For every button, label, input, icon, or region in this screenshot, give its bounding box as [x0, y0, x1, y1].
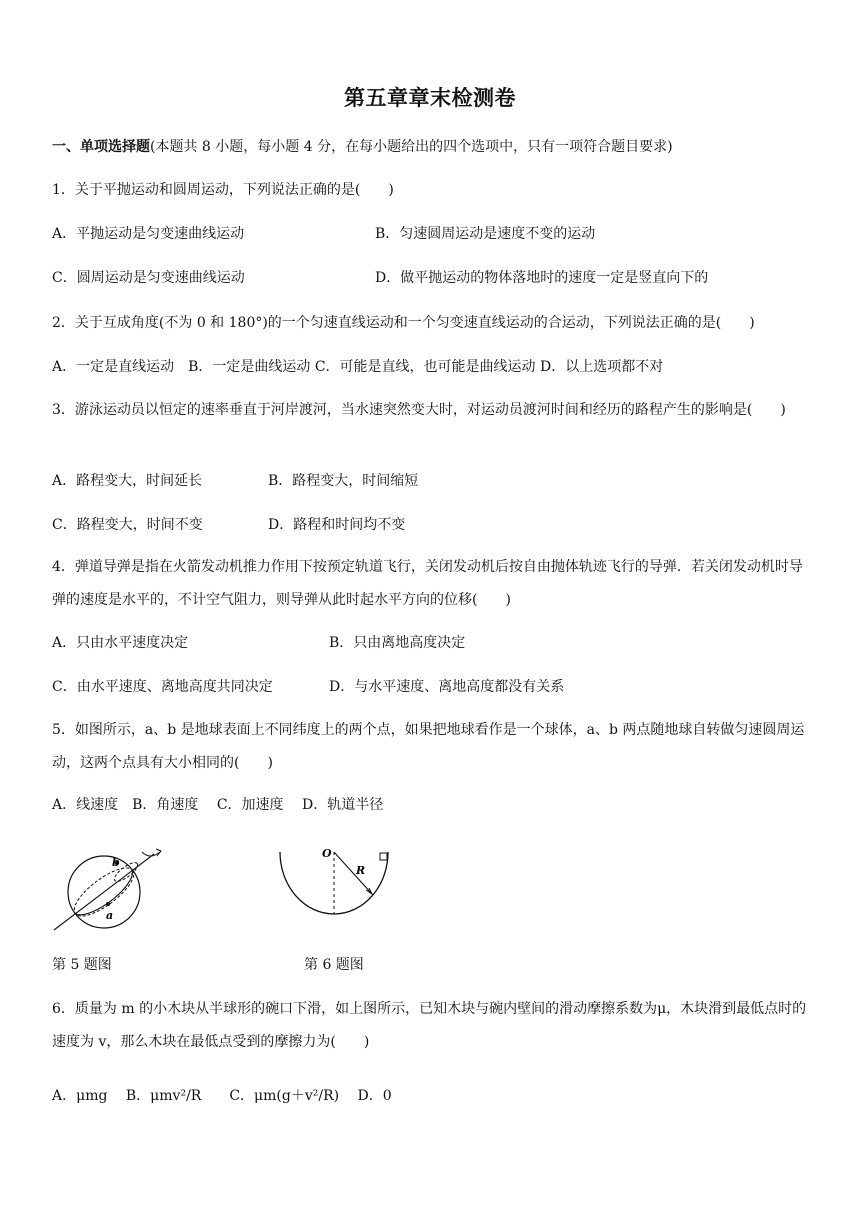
q3-option-d: D．路程和时间均不变	[268, 517, 406, 533]
figure-5-globe	[50, 838, 170, 936]
label-O: O	[322, 847, 332, 860]
q1-option-c: C．圆周运动是匀变速曲线运动	[52, 270, 245, 286]
q1-option-a: A．平抛运动是匀变速曲线运动	[52, 226, 245, 242]
figure-6-bowl	[268, 838, 398, 920]
figure-5-caption: 第 5 题图	[52, 957, 112, 973]
wooden-block	[380, 853, 387, 860]
question-1-stem: 1．关于平抛运动和圆周运动，下列说法正确的是( )	[52, 182, 394, 198]
section-heading: 一、单项选择题	[52, 139, 150, 155]
q6-options: A．μmg B．μmv²/R C．μm(g＋v²/R) D．0	[52, 1088, 392, 1104]
q3-option-a: A．路程变大，时间延长	[52, 473, 203, 489]
q1-option-d: D．做平抛运动的物体落地时的速度一定是竖直向下的	[375, 270, 709, 286]
point-a	[106, 902, 110, 906]
q5-options: A．线速度 B．角速度 C．加速度 D．轨道半径	[52, 797, 384, 813]
q4-option-d: D．与水平速度、离地高度都没有关系	[329, 679, 565, 695]
q4-option-b: B．只由离地高度决定	[329, 635, 466, 651]
q1-option-b: B．匀速圆周运动是速度不变的运动	[375, 226, 596, 242]
question-3-stem: 3．游泳运动员以恒定的速率垂直于河岸渡河，当水速突然变大时，对运动员渡河时间和经历的路程产生的影响是( )	[52, 402, 786, 418]
q2-options: A．一定是直线运动 B．一定是曲线运动 C．可能是直线，也可能是曲线运动 D．以上选项都不对	[52, 359, 664, 375]
q4-option-a: A．只由水平速度决定	[52, 635, 189, 651]
label-R: R	[356, 864, 366, 877]
q3-option-c: C．路程变大，时间不变	[52, 517, 203, 533]
section-heading-line	[52, 137, 673, 157]
question-4-stem: 4．弹道导弹是指在火箭发动机推力作用下按预定轨道飞行，关闭发动机后按自由抛体轨迹飞行的导弹．若关闭发动机时导弹的速度是水平的，不计空气阻力，则导弹从此时起水平方向的位移( )	[52, 559, 803, 608]
label-a: a	[106, 909, 114, 922]
page-title: 第五章章末检测卷	[344, 86, 516, 110]
q4-option-c: C．由水平速度、离地高度共同决定	[52, 679, 273, 695]
label-b: b	[112, 856, 120, 869]
q3-option-b: B．路程变大，时间缩短	[268, 473, 419, 489]
question-5-stem: 5．如图所示，a、b 是地球表面上不同纬度上的两个点，如果把地球看作是一个球体，a、b 两点随地球自转做匀速圆周运动，这两个点具有大小相同的( )	[52, 722, 805, 771]
rotation-arrowhead	[156, 849, 161, 856]
question-6-stem: 6．质量为 m 的小木块从半球形的碗口下滑，如上图所示，已知木块与碗内壁间的滑动摩擦系数为μ，木块滑到最低点时的速度为 v，那么木块在最低点受到的摩擦力为( )	[52, 1001, 807, 1050]
question-2-stem: 2．关于互成角度(不为 0 和 180°)的一个匀速直线运动和一个匀变速直线运动的合运动，下列说法正确的是( )	[52, 315, 755, 331]
radius-line	[334, 852, 372, 894]
figure-6-caption: 第 6 题图	[304, 957, 364, 973]
section-note: (本题共 8 小题，每小题 4 分，在每小题给出的四个选项中，只有一项符合题目要求)	[150, 139, 673, 155]
rotation-axis	[54, 854, 154, 930]
